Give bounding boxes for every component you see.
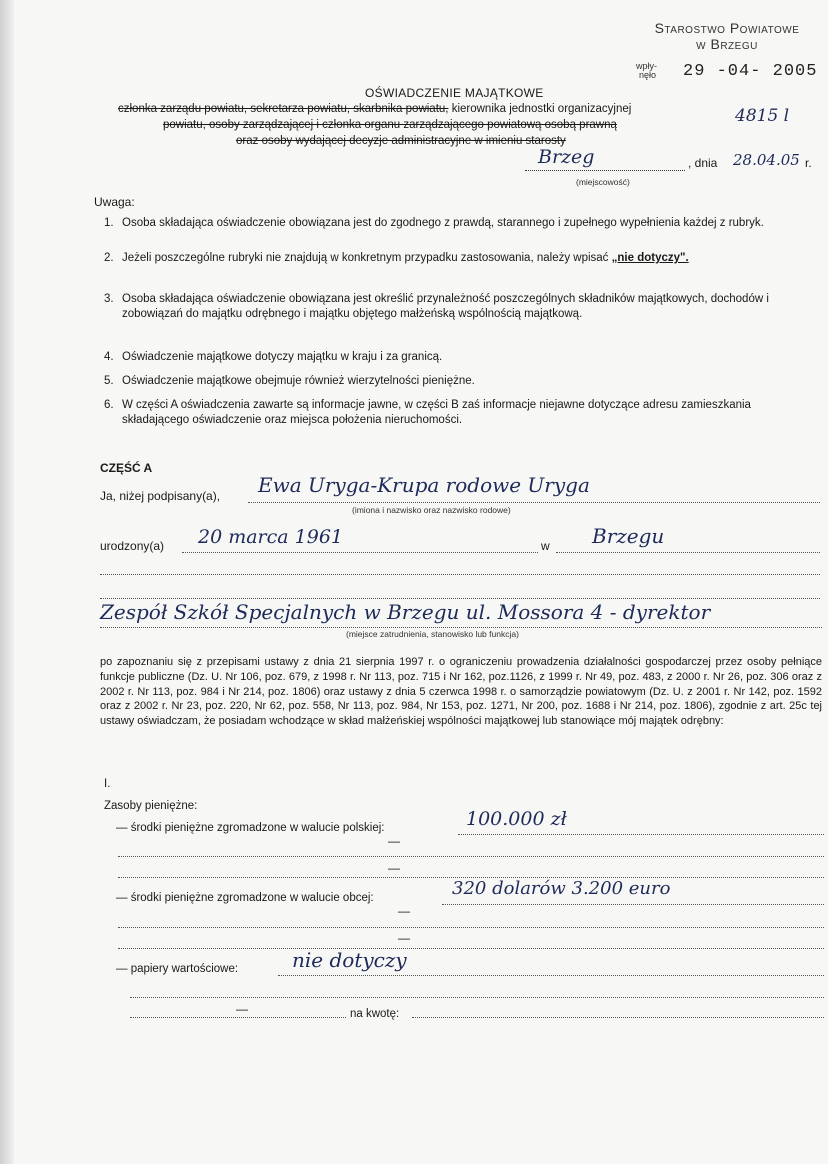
amount-left-line [130, 1003, 346, 1018]
remark-number: 1. [104, 217, 114, 229]
foreign-currency-value: 320 dolarów 3.200 euro [452, 878, 671, 899]
signer-label: Ja, niżej podpisany(a), [100, 489, 221, 503]
remark-emphasis: „nie dotyczy". [611, 252, 689, 264]
workplace-line [100, 611, 822, 628]
blank-line [100, 582, 820, 599]
header-line-1-plain: kierownika jednostki organizacyjnej [451, 103, 632, 115]
workplace: Zespół Szkół Specjalnych w Brzegu ul. Mossora 4 - dyrektor [100, 600, 711, 624]
part-a-heading: CZĘŚĆ A [100, 461, 153, 475]
foreign-currency-label: — środki pieniężne zgromadzone w walucie obcej: [116, 892, 374, 904]
born-date: 20 marca 1961 [198, 526, 344, 548]
remark-4 [104, 350, 814, 365]
remark-text: Osoba składająca oświadczenie obowiązana jest określić przynależność poszczególnych składników majątkowych, dochodów i zobowiązań do majątku odrębnego i majątku objętego małżeńską wspólnością majątkową. [122, 293, 769, 320]
document-title: OŚWIADCZENIE MAJĄTKOWE [365, 86, 544, 100]
blank-line [118, 913, 824, 928]
remarks-heading: Uwaga: [94, 195, 135, 209]
remark-text-main: Jeżeli poszczególne rubryki nie znajdują w konkretnym przypadku zastosowania, należy wpisać [122, 252, 609, 264]
header-line-3-text: oraz osoby wydającej decyzje administracyjne w imieniu starosty [236, 135, 566, 147]
workplace-caption: (miejsce zatrudnienia, stanowisko lub funkcja) [346, 629, 519, 639]
received-label [636, 62, 657, 80]
date-label: , dnia [688, 156, 718, 170]
remark-number: 4. [104, 351, 114, 363]
signer-name: Ewa Uryga-Krupa rodowe Uryga [258, 473, 590, 497]
blank-line [100, 558, 820, 575]
polish-currency-value: 100.000 zł [466, 808, 567, 830]
received-label-top: wpły- [636, 61, 658, 71]
blank-line [118, 934, 824, 949]
dash-mark: — [236, 1002, 248, 1016]
remark-number: 2. [104, 252, 114, 264]
amount-label: na kwotę: [350, 1008, 400, 1020]
header-line-1-struck: członka zarządu powiatu, sekretarza powiatu, skarbnika powiatu, [118, 103, 449, 115]
remark-2 [104, 251, 814, 266]
header-line-3 [236, 133, 566, 149]
remark-1 [104, 216, 814, 231]
remark-text: Oświadczenie majątkowe obejmuje również wierzytelności pieniężne. [122, 375, 475, 387]
polish-currency-label: — środki pieniężne zgromadzone w walucie polskiej: [116, 822, 385, 834]
remark-number: 5. [104, 375, 114, 387]
dash-mark: — [398, 904, 410, 918]
signer-caption: (imiona i nazwisko oraz nazwisko rodowe) [352, 505, 511, 515]
date-suffix: r. [805, 156, 812, 170]
amount-line [412, 1003, 824, 1018]
place-value: Brzeg [538, 146, 595, 168]
cash-heading: Zasoby pieniężne: [104, 800, 198, 812]
document-number: 4815 l [735, 106, 790, 126]
place-caption: (miejscowość) [576, 177, 630, 187]
stamp-line-1: Starostwo Powiatowe [654, 20, 800, 36]
date-value: 28.04.05 [733, 151, 800, 169]
remark-number: 6. [104, 399, 114, 411]
securities-label: — papiery wartościowe: [116, 963, 239, 975]
remark-number: 3. [104, 293, 114, 305]
header-line-2: powiatu, osoby zarządzającej i członka organu zarządzającego powiatową osobą prawną [163, 119, 617, 131]
remark-text [122, 251, 812, 266]
section-roman-one: I. [104, 778, 111, 790]
dash-mark: — [398, 931, 410, 945]
blank-line [118, 842, 824, 857]
remark-5 [104, 374, 814, 389]
born-place: Brzegu [592, 524, 665, 548]
received-date: 29 -04- 2005 [683, 62, 818, 81]
stamp-line-2: w Brzegu [696, 36, 758, 52]
scan-edge [0, 0, 14, 1164]
remark-6 [104, 398, 814, 428]
remark-text: Oświadczenie majątkowe dotyczy majątku w kraju i za granicą. [122, 351, 443, 363]
born-label: urodzony(a) [100, 539, 165, 553]
securities-value: nie dotyczy [292, 948, 407, 972]
blank-line [118, 863, 824, 878]
office-stamp [632, 20, 822, 52]
remark-text: W części A oświadczenia zawarte są informacje jawne, w części B zaś informacje niejawne dotyczące adresu zamieszkania składającego oświadczenie oraz miejsca położenia nieruchomości. [122, 399, 751, 426]
remark-text: Osoba składająca oświadczenie obowiązana jest do zgodnego z prawdą, starannego i zupełnego wypełnienia każdej z rubryk. [122, 217, 764, 229]
declaration-paragraph: po zapoznaniu się z przepisami ustawy z dnia 21 sierpnia 1997 r. o ograniczeniu prowadzenia działalności gospodarczej przez osoby pełniące funkcje publiczne (Dz. U. Nr 106, poz. 679, z 1998 r. Nr 113, poz. 715 i Nr 162, poz.1126, z 1999 r. Nr 49, poz. 483, z 2000 r. Nr 26, poz. 306 oraz z 2002 r. Nr 113, poz. 984 i Nr 214, poz. 1806) oraz ustawy z dnia 5 czerwca 1998 r. o samorządzie powiatowym (Dz. U. z 2001 r. Nr 142, poz. 1592 oraz z 2002 r. Nr 23, poz. 220, Nr 62, poz. 558, Nr 113, poz. 984, Nr 153, poz. 1271, Nr 200, poz. 1688 i Nr 214, poz. 1806), zgodnie z art. 25c tej ustawy oświadczam, że posiadam wchodzące w skład małżeńskiej wspólności majątkowej lub stanowiące mój majątek odrębny: [100, 656, 822, 728]
dash-mark: — [388, 861, 400, 875]
dash-mark: — [388, 834, 400, 848]
header-line-1 [118, 101, 631, 117]
blank-line [130, 983, 824, 998]
born-in-label: w [541, 539, 550, 553]
received-label-bottom: nęło [639, 70, 657, 80]
remark-3 [104, 292, 814, 322]
